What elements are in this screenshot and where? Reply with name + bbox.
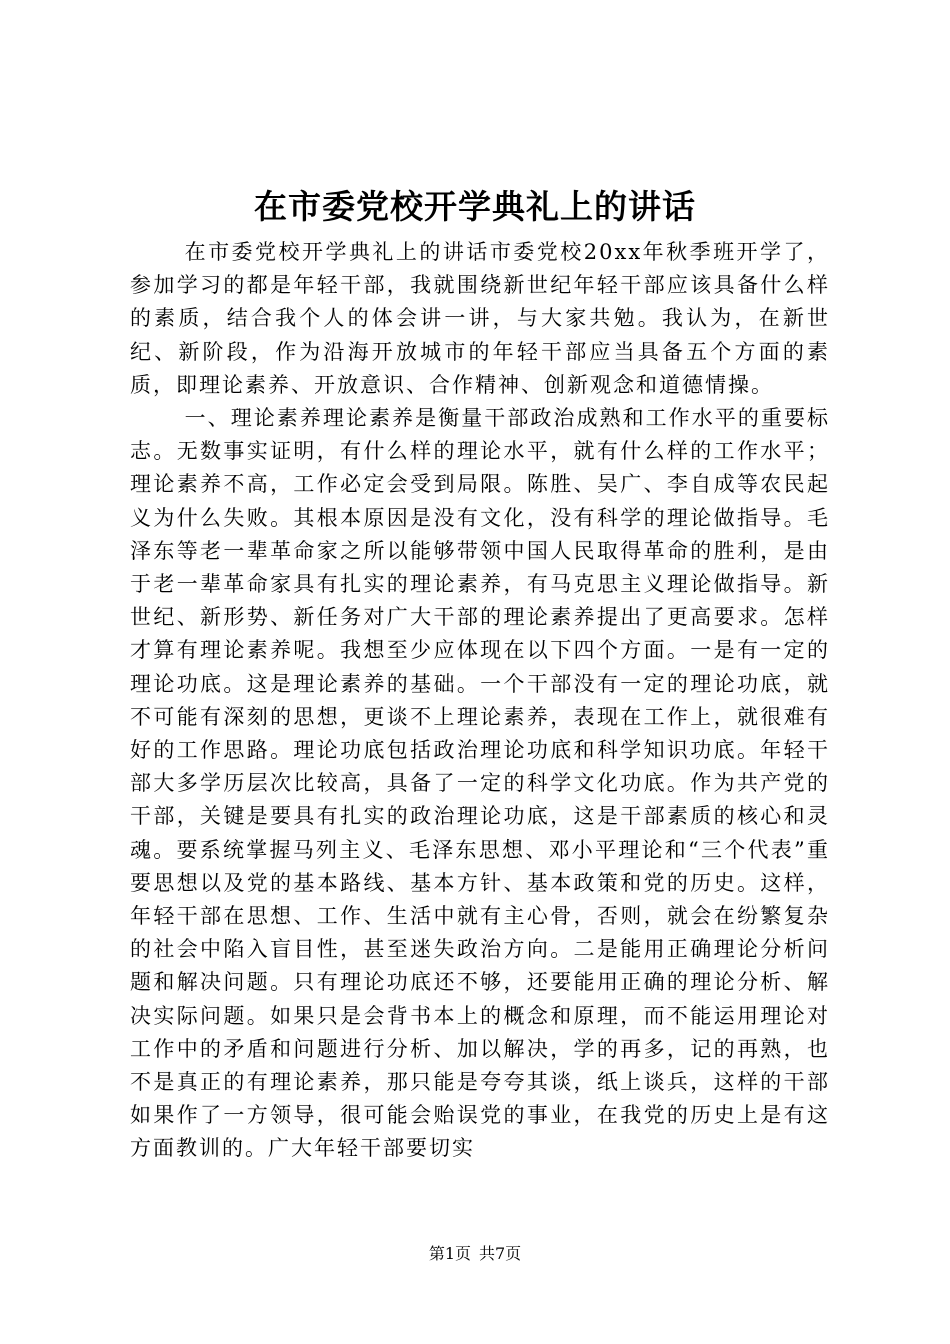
page-footer [0, 1243, 950, 1265]
page-number: 第1页 [428, 1244, 471, 1263]
document-title: 在市委党校开学典礼上的讲话 [254, 187, 696, 226]
document-body [130, 236, 830, 1166]
paragraph-intro: 在市委党校开学典礼上的讲话市委党校20xx年秋季班开学了，参加学习的都是年轻干部，我就围绕新世纪年轻干部应该具备什么样的素质，结合我个人的体会讲一讲，与大家共勉。我认为，在新世纪、新阶段，作为沿海开放城市的年轻干部应当具备五个方面的素质，即理论素养、开放意识、合作精神、创新观念和道德情操。 [130, 240, 830, 397]
paragraph-theory: 一、理论素养理论素养是衡量干部政治成熟和工作水平的重要标志。无数事实证明，有什么样的理论水平，就有什么样的工作水平；理论素养不高，工作必定会受到局限。陈胜、吴广、李自成等农民起义为什么失败。其根本原因是没有文化，没有科学的理论做指导。毛泽东等老一辈革命家之所以能够带领中国人民取得革命的胜利，是由于老一辈革命家具有扎实的理论素养，有马克思主义理论做指导。新世纪、新形势、新任务对广大干部的理论素养提出了更高要求。怎样才算有理论素养呢。我想至少应体现在以下四个方面。一是有一定的理论功底。这是理论素养的基础。一个干部没有一定的理论功底，就不可能有深刻的思想，更谈不上理论素养，表现在工作上，就很难有好的工作思路。理论功底包括政治理论功底和科学知识功底。年轻干部大多学历层次比较高，具备了一定的科学文化功底。作为共产党的干部，关键是要具有扎实的政治理论功底，这是干部素质的核心和灵魂。要系统掌握马列主义、毛泽东思想、邓小平理论和“三个代表”重要思想以及党的基本路线、基本方针、基本政策和党的历史。这样，年轻干部在思想、工作、生活中就有主心骨，否则，就会在纷繁复杂的社会中陷入盲目性，甚至迷失政治方向。二是能用正确理论分析问题和解决问题。只有理论功底还不够，还要能用正确的理论分析、解决实际问题。如果只是会背书本上的概念和原理，而不能运用理论对工作中的矛盾和问题进行分析、加以解决，学的再多，记的再熟，也不是真正的有理论素养，那只能是夸夸其谈，纸上谈兵，这样的干部如果作了一方领导，很可能会贻误党的事业，在我党的历史上是有这方面教训的。广大年轻干部要切实 [130, 406, 830, 1161]
page-total: 共7页 [479, 1244, 522, 1263]
